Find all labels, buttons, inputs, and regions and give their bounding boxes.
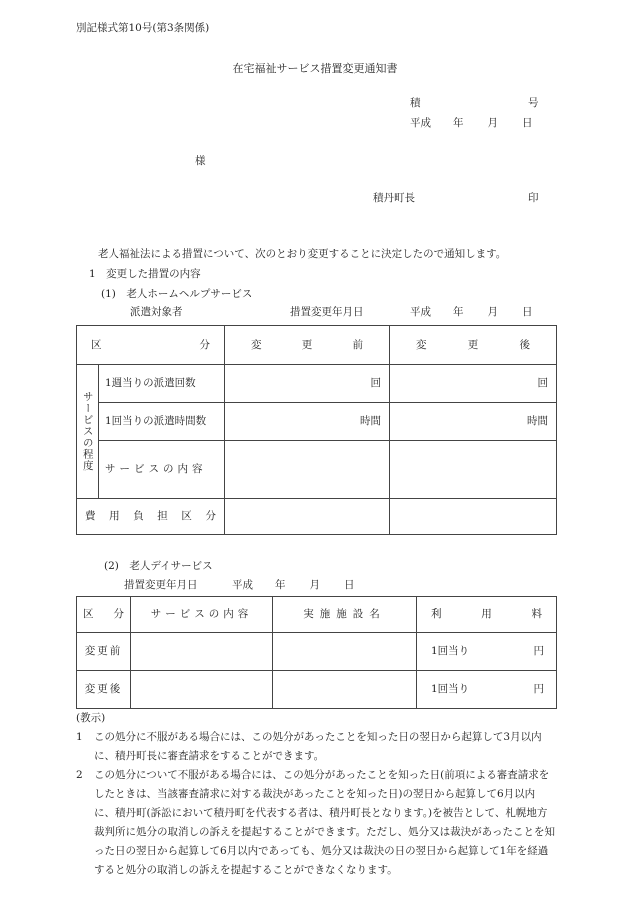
table-row [77,499,557,535]
note-item [76,728,556,766]
after-value: 回 [390,365,557,403]
note-text: この処分に不服がある場合には、この処分があったことを知った日の翌日から起算して3月以内に、積丹町長に審査請求をすることができます。 [94,731,542,762]
header-service: サービスの内容 [131,597,273,633]
note-number: 1 [76,731,83,743]
header-kubun: 区 分 [77,597,131,633]
table-row [77,633,557,671]
after-value [390,441,557,499]
form-number: 別記様式第10号(第3条関係) [76,22,210,34]
note-item [76,766,556,880]
notes-heading: (教示) [76,712,106,724]
reference-prefix: 積 [410,97,421,109]
seal-mark: 印 [528,192,539,204]
header-after: 変 更 後 [390,326,557,365]
cost-after [390,499,557,535]
fee-cell: 1回当り 円 [417,633,557,671]
header-kubun: 区 分 [77,326,225,365]
change-date-label: 措置変更年月日 [124,579,198,591]
table-row [77,441,557,499]
service-degree-label: サービスの程度 [77,365,99,499]
dayservice-table [76,596,557,709]
cost-before [225,499,390,535]
table-row [77,365,557,403]
row-label: 変更前 [77,633,131,671]
homehelp-table [76,325,557,535]
change-year: 年 [453,306,464,318]
change-date [232,579,355,592]
change-day: 日 [344,579,355,591]
header-before: 変 更 前 [225,326,390,365]
instruction-notes [76,709,556,880]
change-era: 平成 [410,306,431,318]
change-era: 平成 [232,579,253,591]
service-cell [131,671,273,709]
change-month: 月 [487,306,498,318]
issue-era: 平成 [410,117,431,129]
before-value [225,441,390,499]
header-facility: 実施施設名 [273,597,417,633]
row-label: 変更後 [77,671,131,709]
row-label: 1週当りの派遣回数 [99,365,225,403]
facility-cell [273,671,417,709]
table-header-row [77,326,557,365]
change-year: 年 [275,579,286,591]
section-heading: 1 変更した措置の内容 [89,268,201,280]
issue-day: 日 [522,117,533,129]
change-month: 月 [309,579,320,591]
issue-year: 年 [453,117,464,129]
change-date-label: 措置変更年月日 [290,306,364,318]
addressee-suffix: 様 [195,155,206,167]
cost-category-label: 費 用 負 担 区 分 [77,499,225,535]
dispatch-target-label: 派遣対象者 [130,306,183,318]
change-day: 日 [522,306,533,318]
row-label: サービスの内容 [99,441,225,499]
service-cell [131,633,273,671]
subsection-homehelp: (1) 老人ホームヘルプサービス [101,288,253,300]
note-text: この処分について不服がある場合には、この処分があったことを知った日(前項による審査請求をしたときは、当該審査請求に対する裁決があったことを知った日)の翌日から起算して6月以内に、積丹町(訴訟において積丹町を代表する者は、積丹町長となります。)を被告として、札幌地方裁判所に処分の取消しの訴えを提起することができます。ただし、処分又は裁決があったことを知った日の翌日から起算して6月以内であっても、処分又は裁決の日の翌日から起算して1年を経過すると処分の取消しの訴えを提起することができなくなります。 [94,769,556,876]
before-value: 回 [225,365,390,403]
issue-date [410,117,533,130]
note-number: 2 [76,769,83,781]
issuer: 積丹町長 [373,192,415,204]
row-label: 1回当りの派遣時間数 [99,403,225,441]
subsection-dayservice: (2) 老人デイサービス [104,560,213,572]
change-date [410,306,533,319]
fee-cell: 1回当り 円 [417,671,557,709]
facility-cell [273,633,417,671]
reference-suffix: 号 [528,97,539,109]
header-fee: 利 用 料 [417,597,557,633]
body-text: 老人福祉法による措置について、次のとおり変更することに決定したので通知します。 [98,248,507,260]
issue-month: 月 [487,117,498,129]
table-row [77,671,557,709]
before-value: 時間 [225,403,390,441]
table-header-row [77,597,557,633]
table-row [77,403,557,441]
document-title: 在宅福祉サービス措置変更通知書 [232,62,398,75]
after-value: 時間 [390,403,557,441]
